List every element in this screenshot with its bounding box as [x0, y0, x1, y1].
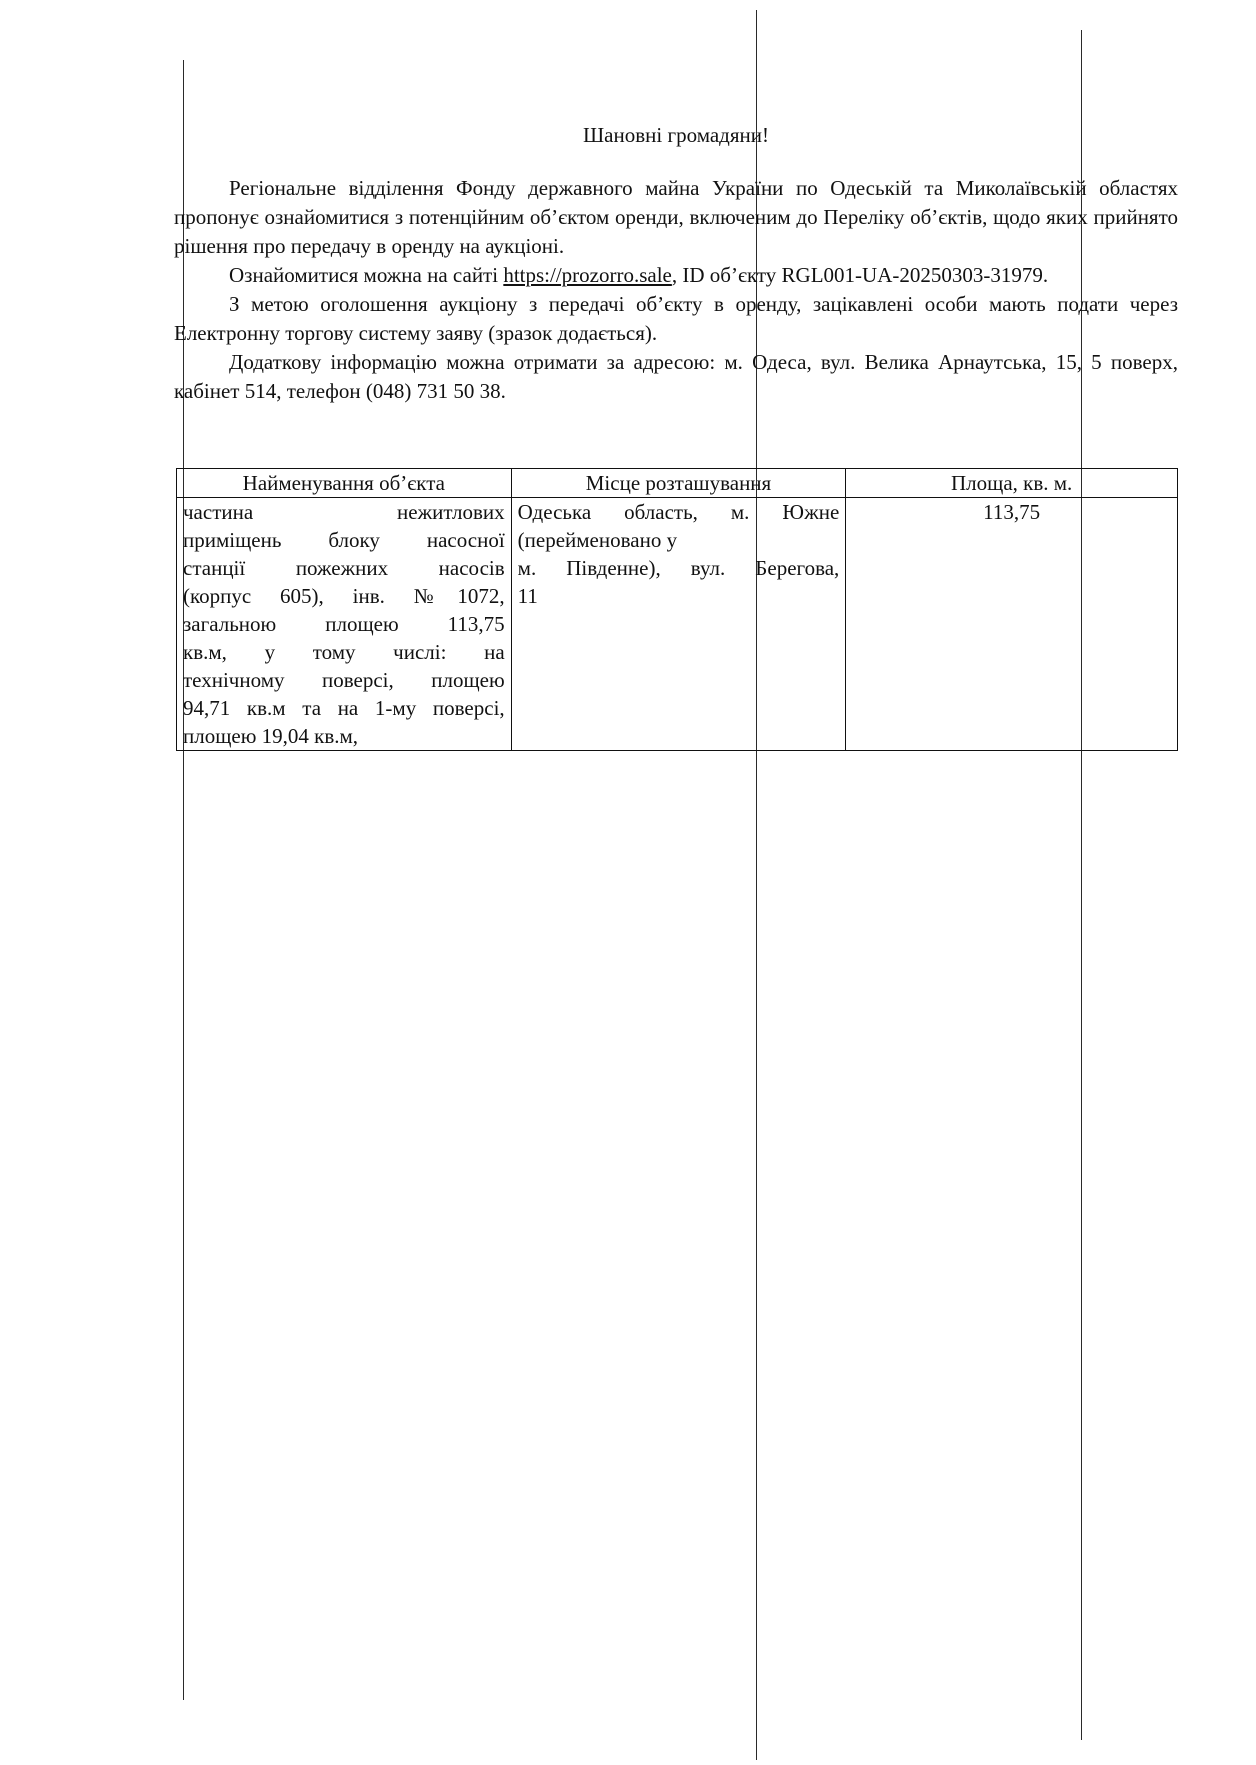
cell-object-name — [177, 498, 512, 751]
paragraph-website — [174, 261, 1178, 290]
location-line: м. Південне), вул. Берегова, — [517, 556, 840, 580]
table-header-row — [177, 469, 1178, 498]
name-line: (корпус 605), інв. №1072, — [183, 584, 505, 608]
paragraph-offer: Регіональне відділення Фонду державного майна України по Одеській та Миколаївській областях пропонує ознайомитися з потенційним об’єктом оренди, включеним до Переліку об’єктів, щодо яких прийнято рішення про передачу в оренду на аукціоні. — [174, 176, 1178, 258]
greeting-heading: Шановні громадяни! — [583, 123, 769, 147]
prozorro-link[interactable]: https://prozorro.sale — [503, 263, 672, 287]
name-line: технічному поверсі, площею — [183, 668, 505, 692]
header-area: Площа, кв. м. — [846, 469, 1178, 498]
name-line: кв.м, у тому числі: на — [183, 640, 505, 664]
name-line: загальною площею 113,75 — [183, 612, 505, 636]
name-line: частина нежитлових — [183, 500, 505, 524]
location-line: Одеська область, м. Южне — [517, 500, 840, 524]
paragraph-application: З метою оголошення аукціону з передачі об’єкту в оренду, зацікавлені особи мають подати через Електронну торгову систему заяву (зразок додається). — [174, 292, 1178, 345]
cell-area: 113,75 — [846, 498, 1178, 751]
header-name: Найменування об’єкта — [177, 469, 512, 498]
table-row — [177, 498, 1178, 751]
cell-location — [511, 498, 846, 751]
name-line: приміщень блоку насосної — [183, 528, 505, 552]
name-line: площею 19,04 кв.м, — [183, 724, 359, 748]
location-line: 11 — [517, 584, 538, 608]
name-line: станції пожежних насосів — [183, 556, 505, 580]
location-line: (перейменовано у — [517, 528, 678, 552]
document-body — [174, 120, 1178, 406]
header-location: Місце розташування — [511, 469, 846, 498]
website-prefix: Ознайомитися можна на сайті — [229, 263, 504, 287]
name-line: 94,71 кв.м та на 1-му поверсі, — [183, 696, 505, 720]
objects-table — [176, 468, 1178, 751]
paragraph-contacts: Додаткову інформацію можна отримати за адресою: м. Одеса, вул. Велика Арнаутська, 15, 5 поверх, кабінет 514, телефон (048) 731 50 38. — [174, 350, 1178, 403]
website-suffix: , ID об’єкту RGL001-UA-20250303-31979. — [671, 263, 1049, 287]
